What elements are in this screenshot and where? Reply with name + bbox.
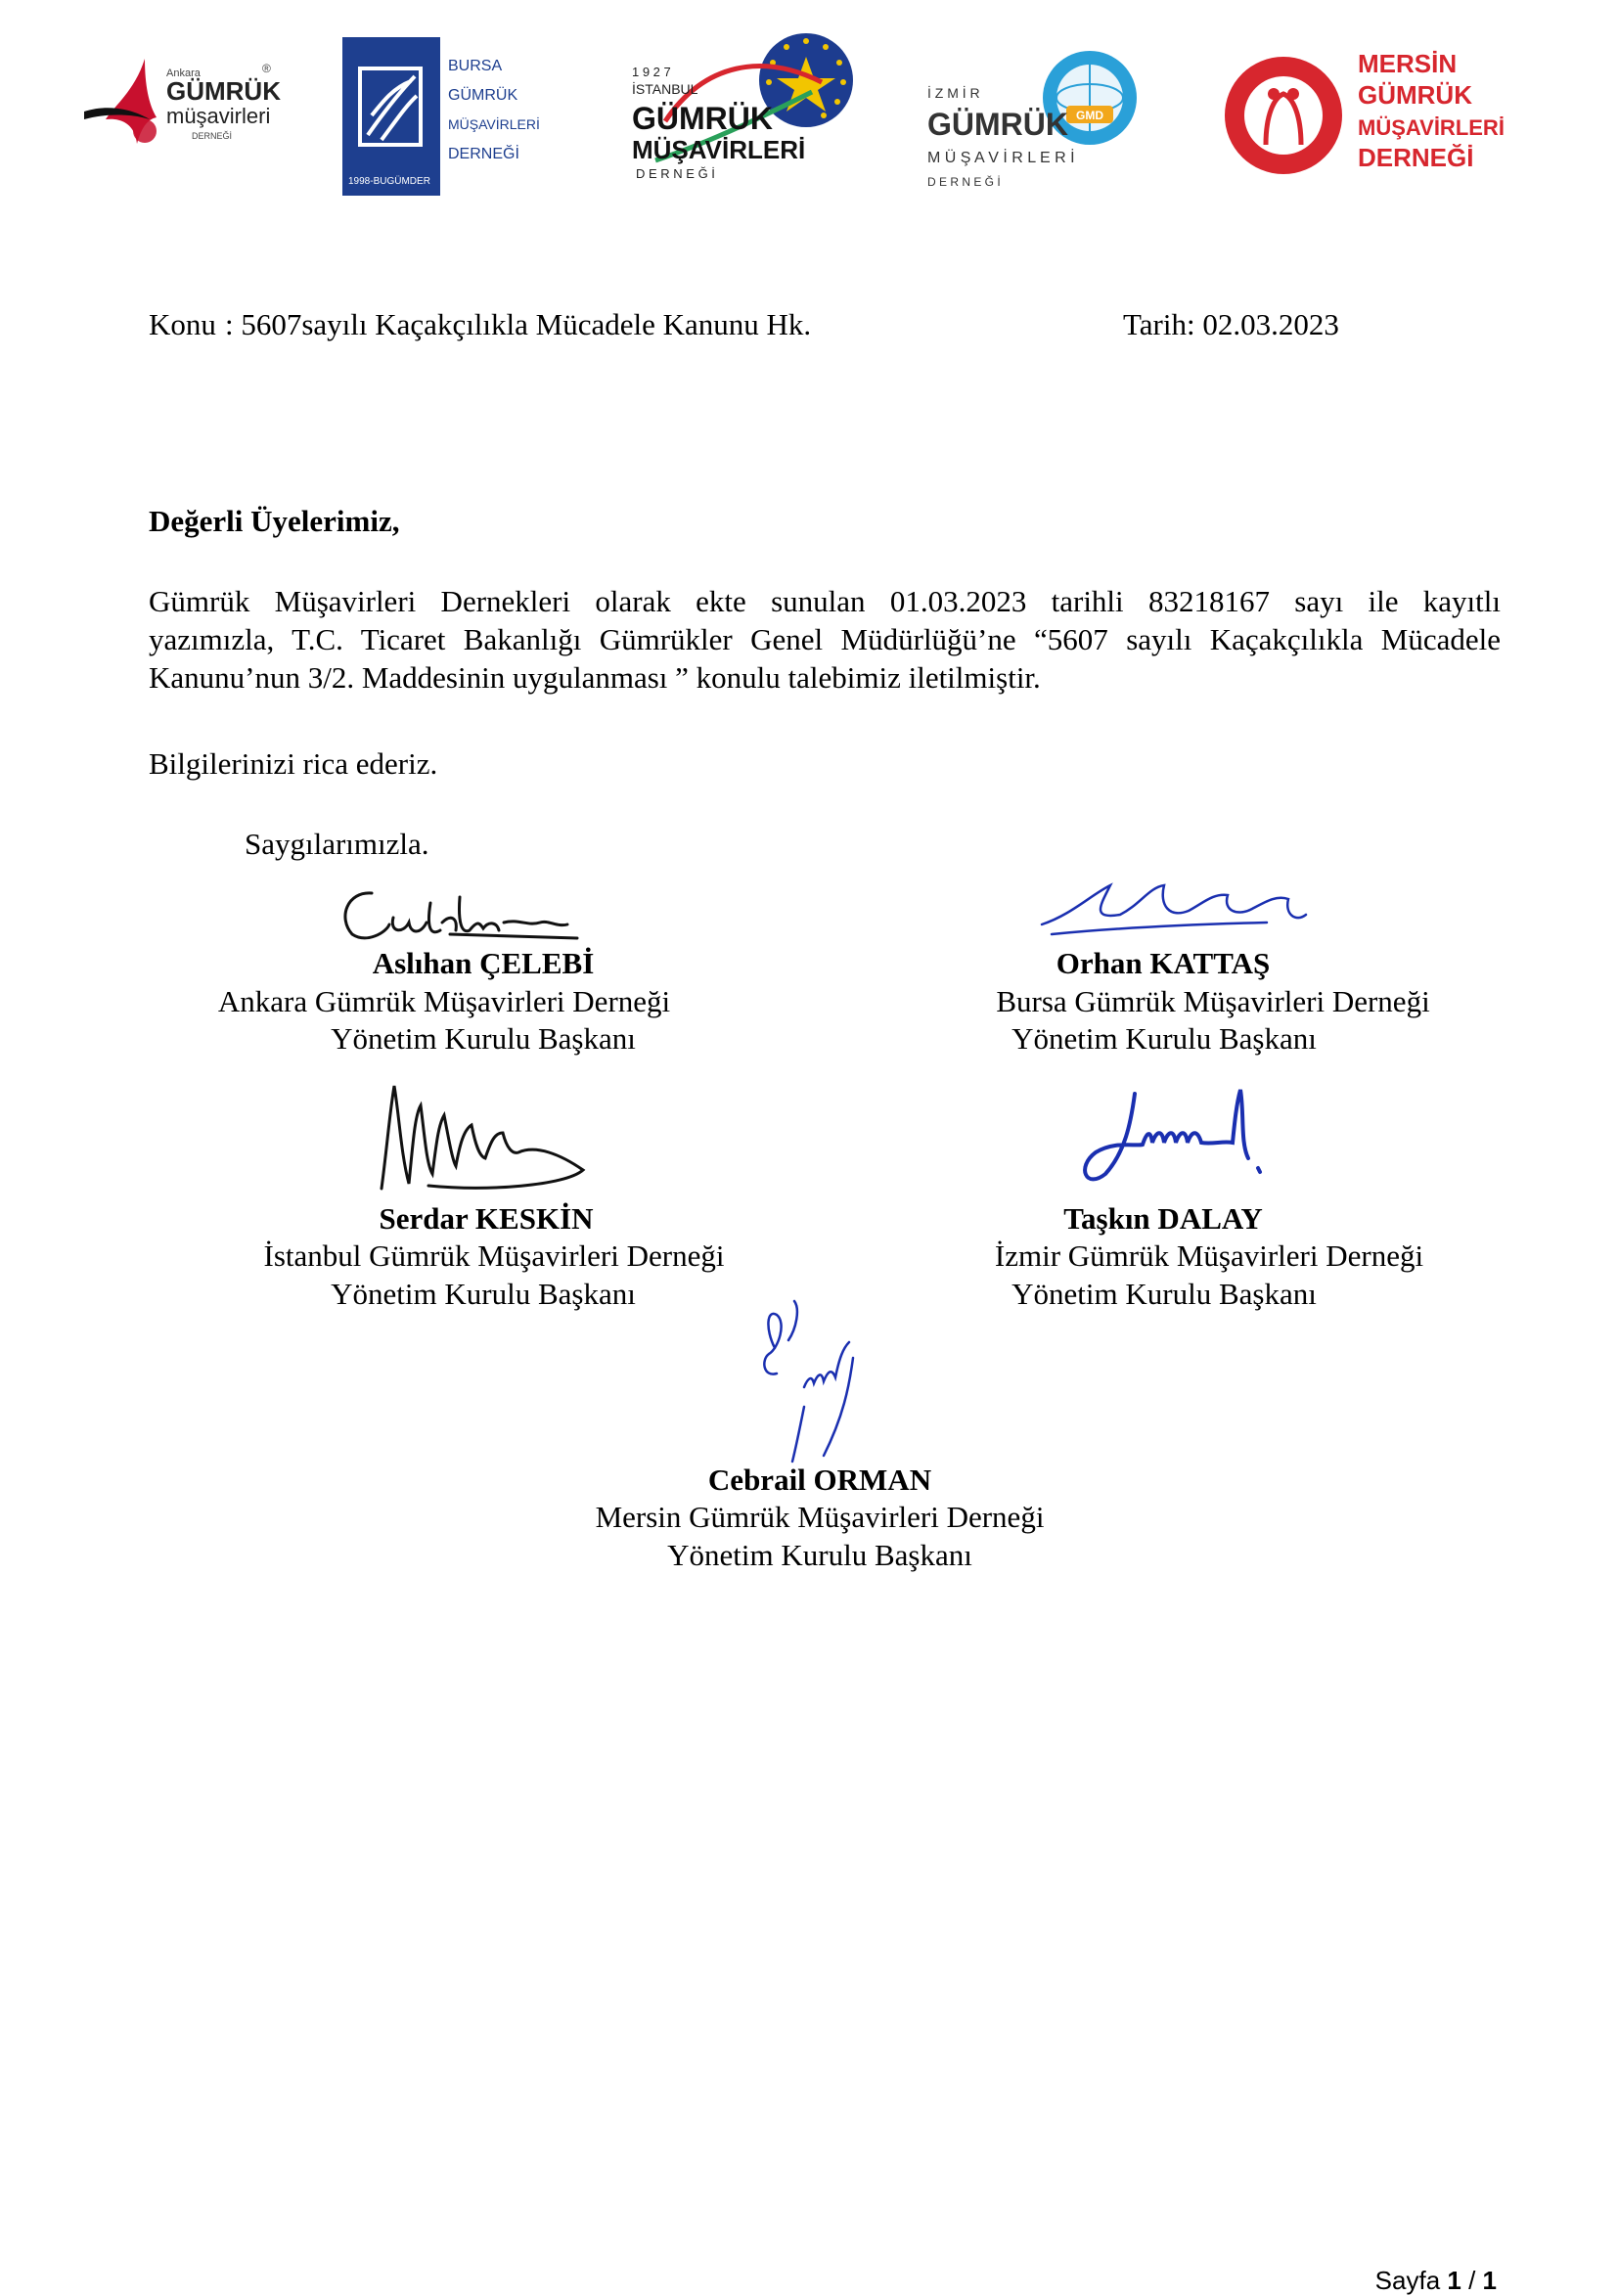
signature-celebi — [333, 874, 607, 952]
signatory-4-org: İzmir Gümrük Müşavirleri Derneği — [994, 1238, 1424, 1273]
svg-text:MÜŞAVİRLERİ: MÜŞAVİRLERİ — [448, 116, 540, 132]
svg-text:İSTANBUL: İSTANBUL — [632, 81, 698, 97]
signatory-4-name: Taşkın DALAY — [1063, 1201, 1263, 1236]
istanbul-logo-icon — [626, 33, 861, 190]
signatory-3-name: Serdar KESKİN — [379, 1201, 594, 1236]
page-number — [1375, 2266, 1497, 2296]
paragraph-1-line-3: Kanunu’nun 3/2. Maddesinin uygulanması ” konulu talebimiz iletilmiştir. — [149, 660, 1041, 695]
mersin-logo-icon — [1223, 37, 1505, 196]
signature-dalay — [1066, 1084, 1281, 1196]
svg-text:GÜMRÜK: GÜMRÜK — [927, 107, 1068, 142]
svg-text:DERNEĞİ: DERNEĞİ — [448, 146, 519, 162]
svg-text:GÜMRÜK: GÜMRÜK — [632, 101, 773, 136]
signatory-5-title: Yönetim Kurulu Başkanı — [667, 1538, 972, 1572]
signatory-5-org: Mersin Gümrük Müşavirleri Derneği — [595, 1500, 1045, 1534]
svg-text:GÜMRÜK: GÜMRÜK — [166, 76, 281, 106]
page-number-sep: / — [1461, 2266, 1483, 2295]
page-number-total: 1 — [1482, 2266, 1497, 2295]
svg-text:MERSİN: MERSİN — [1358, 49, 1458, 78]
signature-celebi-icon — [333, 874, 607, 952]
signatory-2-title: Yönetim Kurulu Başkanı — [1011, 1021, 1317, 1056]
signature-keskin-icon — [370, 1076, 605, 1203]
signature-keskin — [370, 1076, 605, 1203]
subject-label: Konu — [149, 307, 216, 341]
paragraph-1-line-1: Gümrük Müşavirleri Dernekleri olarak ekte sunulan 01.03.2023 tarihli 83218167 sayı ile kayıtlı — [149, 584, 1501, 618]
svg-text:MÜŞAVİRLERİ: MÜŞAVİRLERİ — [632, 135, 806, 164]
svg-text:GÜMRÜK: GÜMRÜK — [1358, 80, 1472, 110]
svg-text:®: ® — [262, 62, 271, 75]
signatory-1-org: Ankara Gümrük Müşavirleri Derneği — [217, 984, 671, 1018]
svg-text:D E R N E Ğ İ: D E R N E Ğ İ — [636, 166, 715, 181]
signature-kattas-icon — [1032, 876, 1326, 949]
paragraph-1 — [149, 582, 1501, 697]
svg-text:BURSA: BURSA — [448, 58, 503, 74]
bursa-logo — [342, 37, 538, 196]
signatory-3-title: Yönetim Kurulu Başkanı — [331, 1277, 636, 1311]
svg-text:1998-BUGÜMDER: 1998-BUGÜMDER — [348, 176, 430, 187]
izmir-logo-icon — [923, 37, 1158, 196]
page-number-current: 1 — [1447, 2266, 1461, 2295]
svg-text:GÜMRÜK: GÜMRÜK — [448, 87, 518, 104]
signature-orman — [706, 1289, 941, 1465]
svg-text:GMD: GMD — [1076, 109, 1103, 122]
svg-text:müşavirleri: müşavirleri — [166, 104, 271, 128]
signatory-2-org: Bursa Gümrük Müşavirleri Derneği — [996, 984, 1430, 1018]
subject-text: : 5607sayılı Kaçakçılıkla Mücadele Kanunu Hk. — [225, 307, 812, 341]
svg-text:DERNEĞİ: DERNEĞİ — [1358, 143, 1474, 172]
closing: Saygılarımızla. — [245, 827, 429, 861]
svg-text:MERSİN: MERSİN — [1262, 178, 1297, 188]
salutation: Değerli Üyelerimiz, — [149, 504, 400, 538]
signatory-1-name: Aslıhan ÇELEBİ — [372, 946, 595, 980]
svg-text:1 9 2 7: 1 9 2 7 — [632, 65, 671, 79]
svg-text:GÜMRÜK MÜŞAVİRLERİ DERNEĞİ: GÜMRÜK MÜŞAVİRLERİ DERNEĞİ — [1242, 51, 1338, 57]
signatory-4-title: Yönetim Kurulu Başkanı — [1011, 1277, 1317, 1311]
svg-text:MÜŞAVİRLERİ: MÜŞAVİRLERİ — [1358, 115, 1505, 140]
svg-text:D E R N E Ğ İ: D E R N E Ğ İ — [927, 175, 1001, 189]
paragraph-2: Bilgilerinizi rica ederiz. — [149, 746, 438, 781]
signatory-3-org: İstanbul Gümrük Müşavirleri Derneği — [263, 1238, 725, 1273]
signatory-2-name: Orhan KATTAŞ — [1056, 946, 1271, 980]
ankara-logo-icon — [76, 51, 282, 168]
signature-dalay-icon — [1066, 1084, 1281, 1196]
svg-text:DERNEĞİ: DERNEĞİ — [192, 131, 233, 141]
signature-orman-icon — [706, 1289, 941, 1465]
bursa-logo-icon — [342, 37, 538, 196]
paragraph-1-line-2: yazımızla, T.C. Ticaret Bakanlığı Gümrükler Genel Müdürlüğü’ne “5607 sayılı Kaçakçılıkla Mücadele — [149, 622, 1501, 656]
signatory-1-title: Yönetim Kurulu Başkanı — [331, 1021, 636, 1056]
svg-text:M Ü Ş A V İ R L E R İ: M Ü Ş A V İ R L E R İ — [927, 150, 1075, 166]
signature-kattas — [1032, 876, 1326, 949]
page-number-prefix: Sayfa — [1374, 2266, 1448, 2295]
izmir-logo — [923, 37, 1158, 196]
svg-text:İ Z M İ R: İ Z M İ R — [927, 85, 980, 101]
signatory-5-name: Cebrail ORMAN — [707, 1463, 932, 1497]
ankara-small-text: Ankara — [166, 68, 201, 79]
date-text: Tarih: 02.03.2023 — [1123, 307, 1339, 341]
ankara-logo — [76, 51, 282, 168]
istanbul-logo — [626, 33, 861, 190]
mersin-logo — [1223, 37, 1505, 196]
